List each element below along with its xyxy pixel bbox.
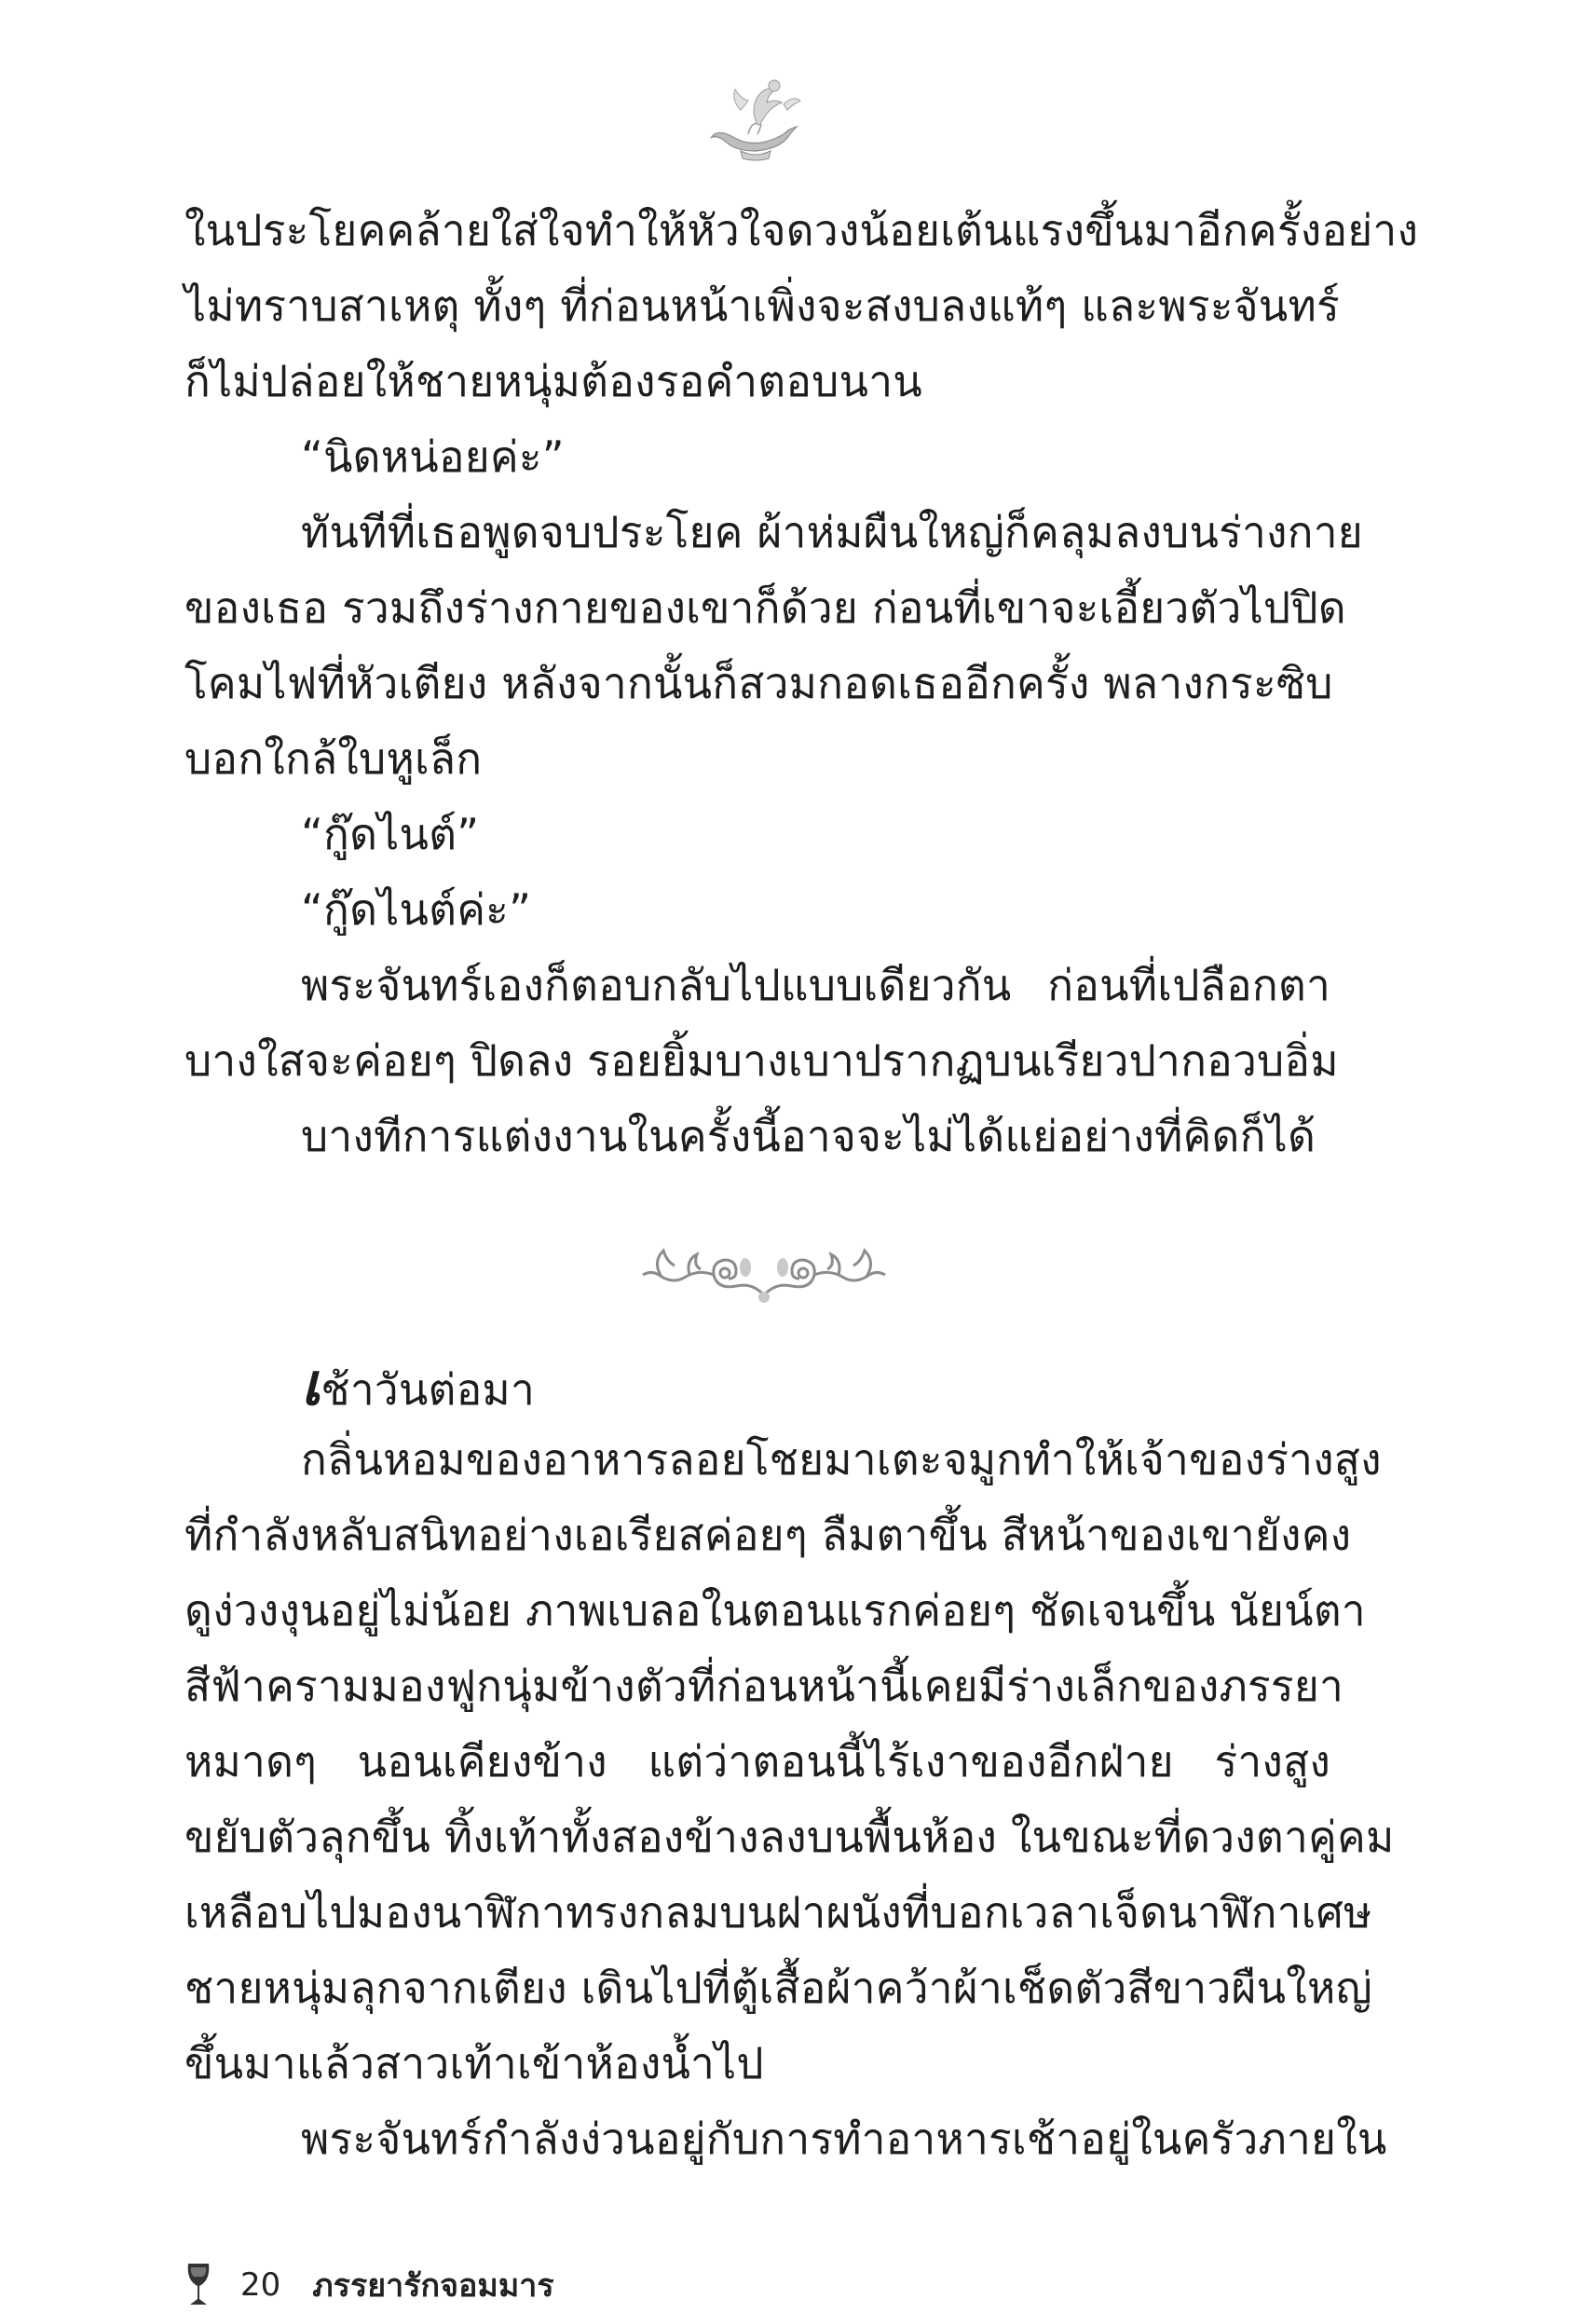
paragraph-line: ที่กำลังหลับสนิทอย่างเอเรียสค่อยๆ ลืมตาขึ้น สีหน้าของเขายังคง xyxy=(184,1510,1352,1560)
dialog-line: “นิดหน่อยค่ะ” xyxy=(301,431,565,482)
genie-lamp-icon xyxy=(703,73,806,166)
paragraph-line: ไม่ทราบสาเหตุ ทั้งๆ ที่ก่อนหน้าเพิ่งจะสงบลงแท้ๆ และพระจันทร์ xyxy=(184,281,1340,331)
page-footer xyxy=(184,2257,554,2313)
paragraph-line: บางใสจะค่อยๆ ปิดลง รอยยิ้มบางเบาปรากฏบนเรียวปากอวบอิ่ม xyxy=(184,1035,1339,1086)
dialog-line: “กู๊ดไนต์ค่ะ” xyxy=(301,884,532,935)
paragraph-line: ขยับตัวลุกขึ้น ทิ้งเท้าทั้งสองข้างลงบนพื้นห้อง ในขณะที่ดวงตาคู่คม xyxy=(184,1812,1395,1862)
scene-opening-text: ช้าวันต่อมา xyxy=(321,1364,535,1415)
text-block-before-break xyxy=(184,193,1419,1174)
paragraph-line: สีฟ้าครามมองฟูกนุ่มข้างตัวที่ก่อนหน้านี้เคยมีร่างเล็กของภรรยา xyxy=(184,1661,1344,1711)
paragraph-line: พระจันทร์กำลังง่วนอยู่กับการทำอาหารเช้าอยู่ในครัวภายใน xyxy=(301,2114,1387,2164)
paragraph-line: ของเธอ รวมถึงร่างกายของเขาก็ด้วย ก่อนที่เขาจะเอี้ยวตัวไปปิด xyxy=(184,582,1346,633)
paragraph-line: บางทีการแต่งงานในครั้งนี้อาจจะไม่ได้แย่อย่างที่คิดก็ได้ xyxy=(301,1111,1316,1161)
paragraph-line: ขึ้นมาแล้วสาวเท้าเข้าห้องน้ำไป xyxy=(184,2038,764,2088)
dialog-line: “กู๊ดไนต์” xyxy=(301,809,480,859)
paragraph-line: บอกใกล้ใบหูเล็ก xyxy=(184,733,483,784)
scene-opening-line xyxy=(184,1347,1330,1422)
paragraph-line: กลิ่นหอมของอาหารลอยโชยมาเตะจมูกทำให้เจ้าของร่างสูง xyxy=(301,1434,1382,1485)
paragraph-line: โคมไฟที่หัวเตียง หลังจากนั้นก็สวมกอดเธออีกครั้ง พลางกระซิบ xyxy=(184,658,1333,708)
paragraph-line: พระจันทร์เองก็ตอบกลับไปแบบเดียวกัน ก่อนที่เปลือกตา xyxy=(301,960,1330,1010)
book-title: ภรรยารักจอมมาร xyxy=(312,2267,554,2305)
wine-glass-icon xyxy=(184,2262,212,2308)
paragraph-line: เหลือบไปมองนาฬิกาทรงกลมบนฝาผนังที่บอกเวลาเจ็ดนาฬิกาเศษ xyxy=(184,1887,1372,1937)
paragraph-line: ชายหนุ่มลุกจากเตียง เดินไปที่ตู้เสื้อผ้าคว้าผ้าเช็ดตัวสีขาวผืนใหญ่ xyxy=(184,1963,1372,2013)
floral-ornament-icon xyxy=(624,1228,904,1321)
paragraph-line: ในประโยคคล้ายใส่ใจทำให้หัวใจดวงน้อยเต้นแรงขึ้นมาอีกครั้งอย่าง xyxy=(184,205,1419,255)
paragraph-line: ดูง่วงงุนอยู่ไม่น้อย ภาพเบลอในตอนแรกค่อยๆ ชัดเจนขึ้น นัยน์ตา xyxy=(184,1585,1366,1636)
text-block-after-break xyxy=(184,1347,1395,2177)
paragraph-line: ทันทีที่เธอพูดจบประโยค ผ้าห่มผืนใหญ่ก็คลุมลงบนร่างกาย xyxy=(301,507,1363,557)
paragraph-line: ก็ไม่ปล่อยให้ชายหนุ่มต้องรอคำตอบนาน xyxy=(184,356,922,406)
paragraph-line: หมาดๆ นอนเคียงข้าง แต่ว่าตอนนี้ไร้เงาของอีกฝ่าย ร่างสูง xyxy=(184,1736,1330,1786)
page-number: 20 xyxy=(240,2266,281,2304)
drop-cap: เ xyxy=(301,1350,321,1418)
